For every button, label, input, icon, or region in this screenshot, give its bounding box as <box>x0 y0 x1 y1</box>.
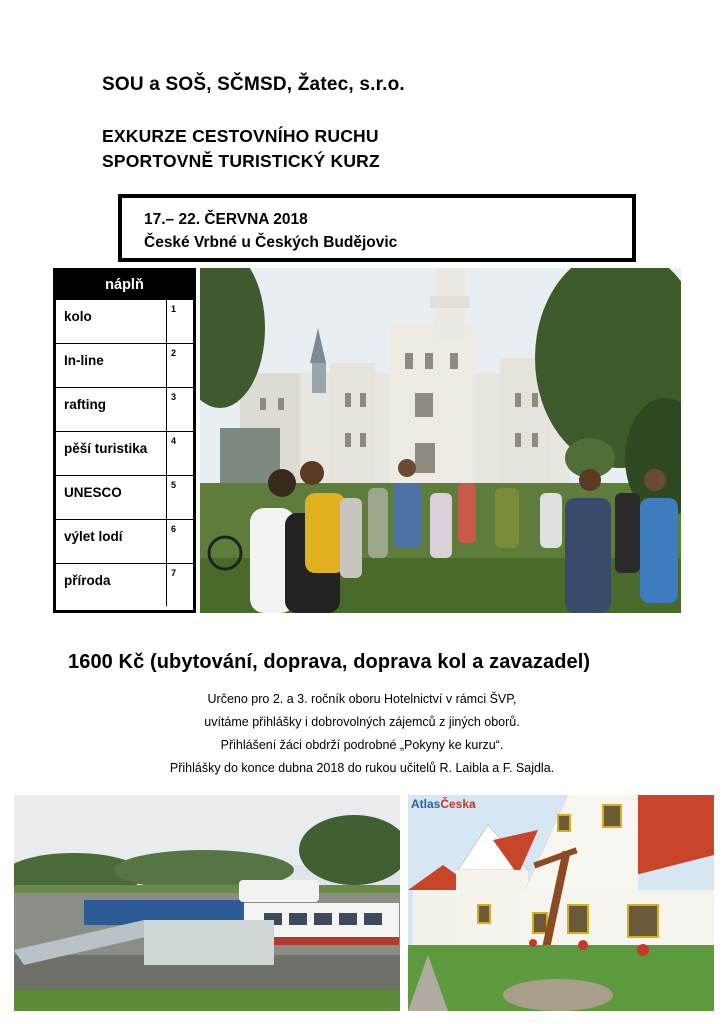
contents-rows <box>56 300 193 610</box>
school-name: SOU a SOŠ, SČMSD, Žatec, s.r.o. <box>102 74 405 95</box>
table-row <box>56 520 193 564</box>
table-row <box>56 564 193 606</box>
row-number: 7 <box>166 564 193 606</box>
watermark-ceska: Česka <box>440 797 476 811</box>
event-place: České Vrbné u Českých Budějovic <box>144 234 398 251</box>
row-label: pěší turistika <box>64 441 148 456</box>
atlas-ceska-watermark <box>411 797 476 811</box>
info-line-1: Určeno pro 2. a 3. ročník oboru Hotelnictví v rámci ŠVP, <box>207 692 517 706</box>
title-line-1: EXKURZE CESTOVNÍHO RUCHU <box>102 126 379 146</box>
row-label: výlet lodí <box>64 529 123 544</box>
info-line-3: Přihlášení žáci obdrží podrobné „Pokyny ke kurzu“. <box>220 738 504 752</box>
contents-heading: náplň <box>105 277 144 293</box>
row-number: 2 <box>166 344 193 387</box>
row-label: UNESCO <box>64 485 122 500</box>
river-boat-photo <box>14 795 400 1011</box>
course-title <box>102 124 380 174</box>
row-label: příroda <box>64 573 111 588</box>
table-row <box>56 388 193 432</box>
village-photo <box>408 795 714 1011</box>
row-number: 5 <box>166 476 193 519</box>
title-line-2: SPORTOVNĚ TURISTICKÝ KURZ <box>102 151 380 171</box>
row-number: 4 <box>166 432 193 475</box>
watermark-atlas: Atlas <box>411 797 441 811</box>
table-row <box>56 344 193 388</box>
castle-group-photo <box>200 268 681 613</box>
contents-table <box>53 268 196 613</box>
row-label: rafting <box>64 397 106 412</box>
price-line: 1600 Kč (ubytování, doprava, doprava kol a zavazadel) <box>68 651 591 673</box>
row-label: kolo <box>64 309 92 324</box>
row-number: 6 <box>166 520 193 563</box>
info-line-4: Přihlášky do konce dubna 2018 do rukou učitelů R. Laibla a F. Sajdla. <box>169 761 555 775</box>
row-number: 3 <box>166 388 193 431</box>
table-row <box>56 300 193 344</box>
table-row <box>56 476 193 520</box>
date-location-box <box>118 194 636 262</box>
info-text <box>0 688 724 780</box>
table-row <box>56 432 193 476</box>
event-date: 17.– 22. ČERVNA 2018 <box>144 211 308 228</box>
info-line-2: uvítáme přihlášky i dobrovolných zájemců z jiných oborů. <box>204 715 520 729</box>
row-label: In-line <box>64 353 104 368</box>
row-number: 1 <box>166 300 193 343</box>
